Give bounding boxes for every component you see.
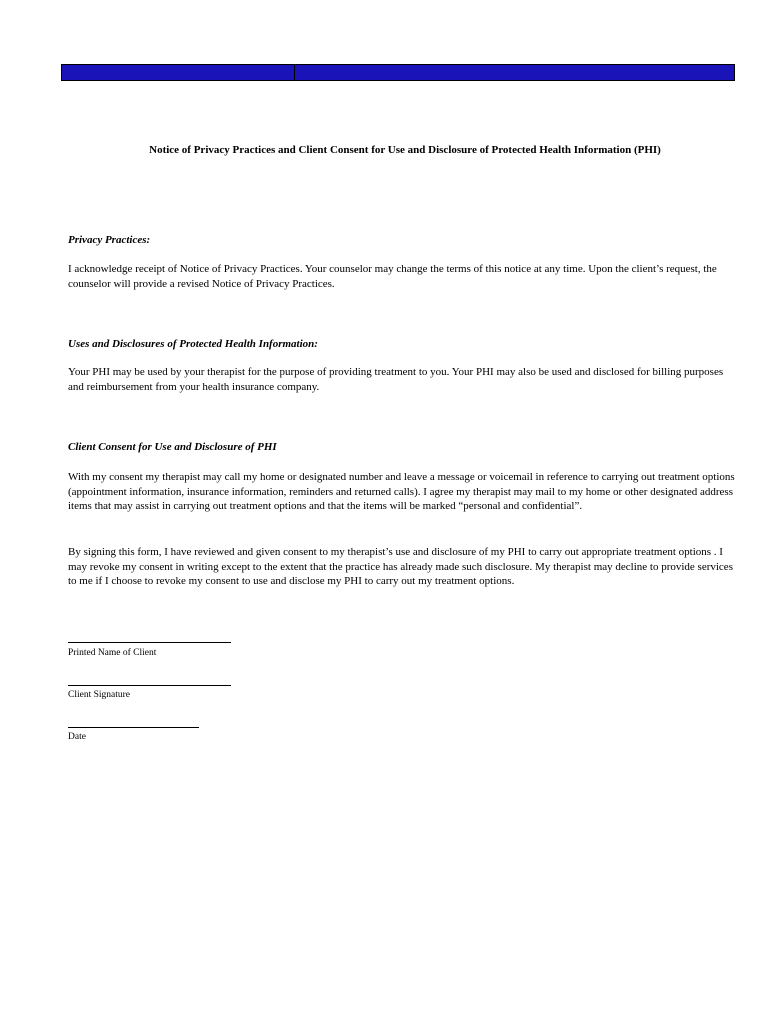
uses-disclosures-heading: Uses and Disclosures of Protected Health Information:	[68, 338, 318, 350]
client-consent-heading: Client Consent for Use and Disclosure of PHI	[68, 441, 277, 453]
date-line[interactable]	[68, 727, 199, 728]
client-consent-paragraph-2: By signing this form, I have reviewed and given consent to my therapist’s use and disclosure of my PHI to carry out appropriate treatment options . I may revoke my consent in writing except to the extent that the practice has already made such disclosure. My therapist may decline to provide services to me if I choose to revoke my consent to use and disclose my PHI to carry out my treatment options.	[68, 546, 733, 587]
header-bar-left-cell	[62, 65, 295, 80]
header-bar-right-cell	[295, 65, 734, 80]
uses-disclosures-paragraph: Your PHI may be used by your therapist for the purpose of providing treatment to you. Your PHI may also be used and disclosed for billing purposes and reimbursement from your health insurance company.	[68, 366, 724, 393]
client-signature-line[interactable]	[68, 685, 231, 686]
date-label: Date	[68, 732, 86, 742]
printed-name-line[interactable]	[68, 642, 231, 643]
header-color-bar	[61, 64, 735, 81]
client-signature-label: Client Signature	[68, 690, 131, 700]
privacy-practices-paragraph: I acknowledge receipt of Notice of Privacy Practices. Your counselor may change the terms of this notice at any time. Upon the client’s request, the counselor will provide a revised Notice of Privacy Practices.	[68, 263, 717, 290]
client-consent-paragraph-1: With my consent my therapist may call my home or designated number and leave a message or voicemail in reference to carrying out treatment options (appointment information, insurance information, reminders and returned calls). I agree my therapist may mail to my home or other designated address items that may assist in carrying out treatment options and that the items will be marked “personal and confidential”.	[68, 471, 735, 512]
document-title: Notice of Privacy Practices and Client Consent for Use and Disclosure of Protected Health Information (PHI)	[149, 144, 661, 156]
printed-name-label: Printed Name of Client	[68, 648, 157, 658]
privacy-practices-heading: Privacy Practices:	[68, 234, 151, 246]
